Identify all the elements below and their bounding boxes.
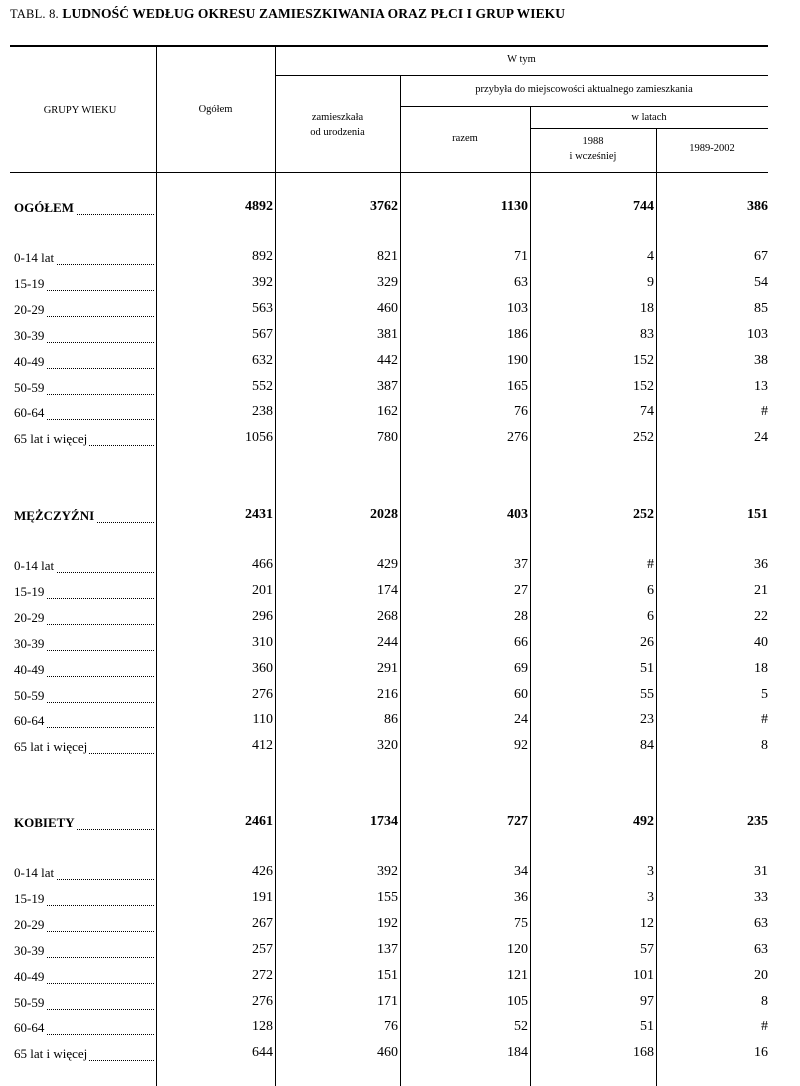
group-total-razem: 403 (507, 507, 528, 522)
cell-1988-i-wczesniej: 57 (640, 942, 654, 957)
cell-1989-2002: 21 (754, 583, 768, 598)
cell-ogolem: 466 (252, 557, 273, 572)
row-label-text: 50-59 (14, 688, 45, 703)
age-group-label (14, 969, 154, 987)
cell-od-urodzenia: 86 (384, 712, 398, 727)
cell-ogolem: 392 (252, 275, 273, 290)
row-label-text: 50-59 (14, 995, 45, 1010)
cell-od-urodzenia: 291 (377, 661, 398, 676)
group-label (14, 815, 154, 833)
cell-ogolem: 238 (252, 404, 273, 419)
cell-od-urodzenia: 381 (377, 327, 398, 342)
cell-ogolem: 360 (252, 661, 273, 676)
cell-1988-i-wczesniej: 6 (647, 609, 654, 624)
cell-1989-2002: 54 (754, 275, 768, 290)
rule-w-latach (530, 128, 768, 129)
cell-razem: 66 (514, 635, 528, 650)
cell-1989-2002: 16 (754, 1045, 768, 1060)
age-group-label (14, 302, 154, 320)
row-label-text: 20-29 (14, 610, 45, 625)
cell-1989-2002: 36 (754, 557, 768, 572)
cell-1988-i-wczesniej: 55 (640, 687, 654, 702)
cell-1988-i-wczesniej: 168 (633, 1045, 654, 1060)
cell-1989-2002: 24 (754, 430, 768, 445)
table-number: TABL. 8. (10, 7, 59, 21)
age-group-label (14, 354, 154, 372)
row-label-text: MĘŻCZYŹNI (14, 508, 95, 523)
cell-razem: 60 (514, 687, 528, 702)
cell-razem: 276 (507, 430, 528, 445)
header-ogolem: Ogółem (198, 104, 233, 115)
cell-1988-i-wczesniej: 6 (647, 583, 654, 598)
cell-1989-2002: 22 (754, 609, 768, 624)
cell-1989-2002: # (761, 404, 768, 419)
cell-razem: 75 (514, 916, 528, 931)
row-label-text: 60-64 (14, 405, 45, 420)
cell-ogolem: 257 (252, 942, 273, 957)
group-total-razem: 1130 (500, 199, 528, 214)
cell-ogolem: 1056 (245, 430, 273, 445)
cell-1989-2002: 85 (754, 301, 768, 316)
header-razem: razem (452, 133, 478, 144)
header-w-tym: W tym (507, 54, 536, 65)
cell-1988-i-wczesniej: 101 (633, 968, 654, 983)
age-group-label (14, 891, 154, 909)
age-group-label (14, 865, 154, 883)
age-group-label (14, 558, 154, 576)
age-group-label (14, 917, 154, 935)
cell-od-urodzenia: 137 (377, 942, 398, 957)
table-title (10, 6, 565, 23)
cell-1988-i-wczesniej: 23 (640, 712, 654, 727)
cell-od-urodzenia: 244 (377, 635, 398, 650)
cell-ogolem: 267 (252, 916, 273, 931)
header-zamieszkala-line1: zamieszkała (311, 112, 364, 123)
cell-razem: 63 (514, 275, 528, 290)
cell-ogolem: 296 (252, 609, 273, 624)
cell-od-urodzenia: 155 (377, 890, 398, 905)
cell-od-urodzenia: 192 (377, 916, 398, 931)
row-label-text: 40-49 (14, 969, 45, 984)
cell-od-urodzenia: 171 (377, 994, 398, 1009)
cell-1989-2002: 20 (754, 968, 768, 983)
cell-ogolem: 644 (252, 1045, 273, 1060)
cell-od-urodzenia: 780 (377, 430, 398, 445)
group-total-od-urodzenia: 3762 (370, 199, 398, 214)
cell-ogolem: 128 (252, 1019, 273, 1034)
cell-1989-2002: 31 (754, 864, 768, 879)
age-group-label (14, 328, 154, 346)
header-w-latach: w latach (631, 112, 667, 123)
group-total-1989-2002: 151 (747, 507, 768, 522)
cell-razem: 52 (514, 1019, 528, 1034)
cell-razem: 71 (514, 249, 528, 264)
cell-razem: 36 (514, 890, 528, 905)
cell-od-urodzenia: 392 (377, 864, 398, 879)
cell-1989-2002: 18 (754, 661, 768, 676)
cell-ogolem: 191 (252, 890, 273, 905)
col-divider-5 (656, 128, 657, 1086)
col-divider-2 (275, 46, 276, 1086)
cell-razem: 121 (507, 968, 528, 983)
row-label-text: 15-19 (14, 276, 45, 291)
col-divider-4 (530, 106, 531, 1086)
cell-od-urodzenia: 320 (377, 738, 398, 753)
age-group-label (14, 250, 154, 268)
cell-1989-2002: 67 (754, 249, 768, 264)
cell-1988-i-wczesniej: 26 (640, 635, 654, 650)
rule-przybyla (400, 106, 768, 107)
cell-ogolem: 276 (252, 994, 273, 1009)
cell-1988-i-wczesniej: 84 (640, 738, 654, 753)
age-group-label (14, 739, 154, 757)
age-group-label (14, 1046, 154, 1064)
group-total-ogolem: 4892 (245, 199, 273, 214)
cell-razem: 103 (507, 301, 528, 316)
cell-razem: 34 (514, 864, 528, 879)
cell-ogolem: 563 (252, 301, 273, 316)
cell-1988-i-wczesniej: 3 (647, 864, 654, 879)
row-label-text: 50-59 (14, 380, 45, 395)
cell-1988-i-wczesniej: 74 (640, 404, 654, 419)
col-divider-1 (156, 46, 157, 1086)
cell-od-urodzenia: 174 (377, 583, 398, 598)
header-przybyla: przybyła do miejscowości aktualnego zamieszkania (475, 84, 693, 95)
cell-razem: 92 (514, 738, 528, 753)
cell-razem: 165 (507, 379, 528, 394)
cell-1988-i-wczesniej: 152 (633, 379, 654, 394)
group-total-od-urodzenia: 2028 (370, 507, 398, 522)
row-label-text: 0-14 lat (14, 865, 55, 880)
cell-razem: 105 (507, 994, 528, 1009)
age-group-label (14, 943, 154, 961)
age-group-label (14, 995, 154, 1013)
cell-ogolem: 567 (252, 327, 273, 342)
cell-od-urodzenia: 387 (377, 379, 398, 394)
age-group-label (14, 713, 154, 731)
cell-od-urodzenia: 76 (384, 1019, 398, 1034)
age-group-label (14, 636, 154, 654)
header-1988 (530, 134, 656, 164)
row-label-text: 30-39 (14, 328, 45, 343)
row-label-text: 0-14 lat (14, 250, 55, 265)
cell-1989-2002: 8 (761, 738, 768, 753)
cell-1988-i-wczesniej: 51 (640, 661, 654, 676)
cell-1989-2002: 8 (761, 994, 768, 1009)
table-heading: LUDNOŚĆ WEDŁUG OKRESU ZAMIESZKIWANIA ORAZ PŁCI I GRUP WIEKU (62, 6, 566, 21)
cell-1988-i-wczesniej: 18 (640, 301, 654, 316)
cell-razem: 28 (514, 609, 528, 624)
cell-razem: 24 (514, 712, 528, 727)
cell-1988-i-wczesniej: 4 (647, 249, 654, 264)
cell-ogolem: 632 (252, 353, 273, 368)
header-1988-line2: i wcześniej (569, 151, 617, 162)
rule-w-tym (275, 75, 768, 76)
row-label-text: 60-64 (14, 713, 45, 728)
cell-1989-2002: 5 (761, 687, 768, 702)
row-label-text: OGÓŁEM (14, 200, 74, 215)
cell-1988-i-wczesniej: # (647, 557, 654, 572)
age-group-label (14, 276, 154, 294)
cell-od-urodzenia: 268 (377, 609, 398, 624)
cell-ogolem: 276 (252, 687, 273, 702)
group-total-1989-2002: 386 (747, 199, 768, 214)
row-label-text: 20-29 (14, 302, 45, 317)
cell-razem: 27 (514, 583, 528, 598)
age-group-label (14, 688, 154, 706)
row-label-text: 40-49 (14, 662, 45, 677)
header-zamieszkala (275, 110, 400, 140)
cell-ogolem: 412 (252, 738, 273, 753)
cell-1989-2002: # (761, 1019, 768, 1034)
group-total-ogolem: 2431 (245, 507, 273, 522)
cell-od-urodzenia: 460 (377, 301, 398, 316)
cell-od-urodzenia: 329 (377, 275, 398, 290)
row-label-text: 20-29 (14, 917, 45, 932)
cell-razem: 37 (514, 557, 528, 572)
cell-1988-i-wczesniej: 97 (640, 994, 654, 1009)
cell-ogolem: 310 (252, 635, 273, 650)
cell-ogolem: 110 (252, 712, 273, 727)
age-group-label (14, 431, 154, 449)
cell-ogolem: 552 (252, 379, 273, 394)
cell-ogolem: 201 (252, 583, 273, 598)
cell-ogolem: 272 (252, 968, 273, 983)
cell-od-urodzenia: 821 (377, 249, 398, 264)
cell-razem: 186 (507, 327, 528, 342)
age-group-label (14, 1020, 154, 1038)
cell-1988-i-wczesniej: 12 (640, 916, 654, 931)
header-1988-line1: 1988 (582, 136, 604, 147)
cell-od-urodzenia: 429 (377, 557, 398, 572)
cell-1988-i-wczesniej: 9 (647, 275, 654, 290)
row-label-text: 60-64 (14, 1020, 45, 1035)
row-label-text: 15-19 (14, 891, 45, 906)
cell-1989-2002: 13 (754, 379, 768, 394)
header-top-rule (10, 45, 768, 47)
age-group-label (14, 380, 154, 398)
group-total-1988-i-wczesniej: 744 (633, 199, 654, 214)
cell-1989-2002: # (761, 712, 768, 727)
group-total-od-urodzenia: 1734 (370, 814, 398, 829)
age-group-label (14, 610, 154, 628)
group-label (14, 508, 154, 526)
age-group-label (14, 405, 154, 423)
row-label-text: 65 lat i więcej (14, 1046, 88, 1061)
row-label-text: 15-19 (14, 584, 45, 599)
age-group-label (14, 584, 154, 602)
cell-od-urodzenia: 216 (377, 687, 398, 702)
cell-od-urodzenia: 442 (377, 353, 398, 368)
header-1989-2002: 1989-2002 (689, 143, 735, 154)
group-total-1989-2002: 235 (747, 814, 768, 829)
cell-razem: 76 (514, 404, 528, 419)
group-total-1988-i-wczesniej: 492 (633, 814, 654, 829)
cell-razem: 190 (507, 353, 528, 368)
age-group-label (14, 662, 154, 680)
cell-1988-i-wczesniej: 3 (647, 890, 654, 905)
cell-1989-2002: 63 (754, 916, 768, 931)
cell-1989-2002: 33 (754, 890, 768, 905)
header-zamieszkala-line2: od urodzenia (310, 127, 365, 138)
cell-razem: 69 (514, 661, 528, 676)
row-label-text: 65 lat i więcej (14, 739, 88, 754)
cell-razem: 184 (507, 1045, 528, 1060)
row-label-text: 30-39 (14, 636, 45, 651)
cell-1988-i-wczesniej: 83 (640, 327, 654, 342)
cell-1988-i-wczesniej: 51 (640, 1019, 654, 1034)
row-label-text: 0-14 lat (14, 558, 55, 573)
cell-1989-2002: 40 (754, 635, 768, 650)
cell-1988-i-wczesniej: 152 (633, 353, 654, 368)
cell-razem: 120 (507, 942, 528, 957)
row-label-text: 30-39 (14, 943, 45, 958)
cell-ogolem: 892 (252, 249, 273, 264)
group-total-razem: 727 (507, 814, 528, 829)
cell-1989-2002: 38 (754, 353, 768, 368)
header-bottom-rule (10, 172, 768, 173)
group-total-1988-i-wczesniej: 252 (633, 507, 654, 522)
row-label-text: KOBIETY (14, 815, 75, 830)
cell-1989-2002: 63 (754, 942, 768, 957)
header-grupy-wieku: GRUPY WIEKU (43, 105, 117, 116)
row-label-text: 40-49 (14, 354, 45, 369)
cell-1988-i-wczesniej: 252 (633, 430, 654, 445)
cell-od-urodzenia: 162 (377, 404, 398, 419)
row-label-text: 65 lat i więcej (14, 431, 88, 446)
cell-1989-2002: 103 (747, 327, 768, 342)
col-divider-3 (400, 75, 401, 1086)
cell-od-urodzenia: 460 (377, 1045, 398, 1060)
cell-ogolem: 426 (252, 864, 273, 879)
group-label (14, 200, 154, 218)
group-total-ogolem: 2461 (245, 814, 273, 829)
cell-od-urodzenia: 151 (377, 968, 398, 983)
